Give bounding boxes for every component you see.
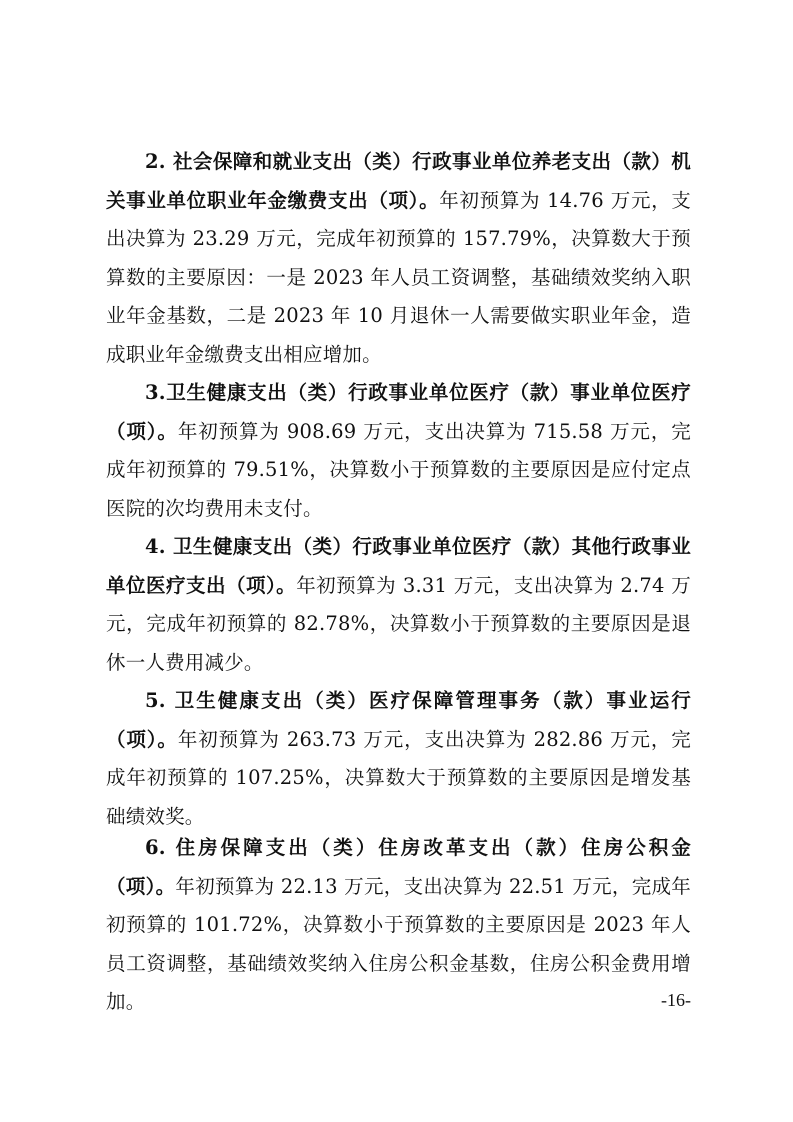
paragraph-body: 年初预算为 908.69 万元，支出决算为 715.58 万元，完成年初预算的 79.51%，决算数小于预算数的主要原因是应付定点医院的次均费用未支付。 — [106, 419, 691, 520]
paragraph-body: 年初预算为 22.13 万元，支出决算为 22.51 万元，完成年初预算的 101.72%，决算数小于预算数的主要原因是 2023 年人员工资调整，基础绩效奖纳入住房公积金基数，住房公积金费用增加。 — [106, 874, 691, 1013]
paragraph-heading: 4. 卫生健康支出（类）行政事业单位医疗（款）其他行政事业单位医疗支出（项）。 — [106, 535, 691, 597]
paragraph-item-3 — [106, 374, 691, 528]
paragraph-body: 年初预算为 3.31 万元，支出决算为 2.74 万元，完成年初预算的 82.78%，决算数小于预算数的主要原因是退休一人费用减少。 — [106, 573, 691, 674]
paragraph-body: 年初预算为 14.76 万元，支出决算为 23.29 万元，完成年初预算的 157.79%，决算数大于预算数的主要原因：一是 2023 年人员工资调整，基础绩效奖纳入职业年金基数，二是 2023 年 10 月退休一人需要做实职业年金，造成职业年金缴费支出相应增加。 — [106, 188, 692, 366]
page-number: -16- — [661, 990, 691, 1010]
paragraph-heading: 5. 卫生健康支出（类）医疗保障管理事务（款）事业运行（项）。 — [106, 689, 691, 751]
paragraph-heading: 6. 住房保障支出（类）住房改革支出（款）住房公积金（项）。 — [106, 836, 691, 898]
paragraph-heading: 2. 社会保障和就业支出（类）行政事业单位养老支出（款）机关事业单位职业年金缴费支出（项）。 — [106, 150, 691, 212]
paragraph-item-5 — [106, 682, 691, 836]
paragraph-item-6 — [106, 829, 691, 1022]
paragraph-item-4 — [106, 528, 691, 682]
paragraph-item-2 — [106, 143, 691, 374]
paragraph-heading: 3.卫生健康支出（类）行政事业单位医疗（款）事业单位医疗（项）。 — [106, 381, 691, 443]
paragraph-body: 年初预算为 263.73 万元，支出决算为 282.86 万元，完成年初预算的 107.25%，决算数大于预算数的主要原因是增发基础绩效奖。 — [106, 727, 691, 828]
